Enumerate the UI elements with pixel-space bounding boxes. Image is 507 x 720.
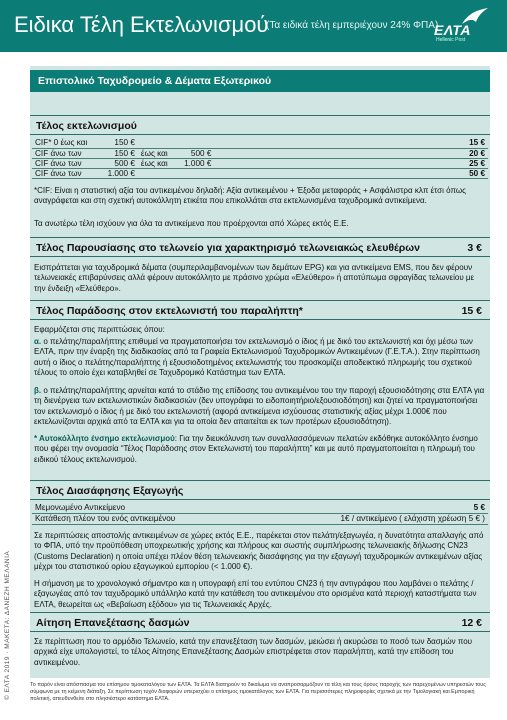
elta-logo <box>430 6 492 46</box>
export-fee-text-1: Σε περιπτώσεις αποστολής αντικειμένων σε χώρες εκτός Ε.Ε., παρέκεται στον πελάτη/εξαγωγέα, η δυνατότητα απαλλαγής από το ΦΠΑ, υπό την προϋπόθεση υποχρεωτικής χρήσης και πλήρους και σωστής συμπλήρωσης τελωνειακής δήλωσης CN23 (Customs Declaration) η οποία υπέχει πλέον θέση τελωνειακής διασάφησης για την εξαγωγή ταχυδρομικών αντικειμένων αξίας μέχρι του στατιστικού ορίου εξαγωγικού εμπορίου (< 1.000 €). <box>34 531 484 572</box>
fee-cell-amount: 15 € <box>214 138 488 148</box>
delivery-fee-case-b <box>34 386 486 428</box>
customs-fee-note-2: Τα ανωτέρω τέλη ισχύουν για όλα τα αντικείμενα που προέρχονται από Χώρες εκτός Ε.Ε. <box>34 219 349 228</box>
customs-fee-note-1: *CIF: Είναι η στατιστική αξία του αντικειμένου δηλαδή: Αξία αντικειμένου + Έξοδα μεταφοράς + Ασφάλιστρα κλπ έτσι όπως αναγράφεται και στη σχετική αυτοκόλλητη ετικέτα που επικολλάται στα εκτελωνισμένα ταχυδρομικά αντικείμενα. <box>34 186 466 206</box>
table-row <box>32 148 488 158</box>
case-b-text: ο πελάτης/παραλήπτης αρνείται κατά το στάδιο της επίδοσης του αντικειμένου του την παροχή εξουσιοδότησης στα ΕΛΤΑ για τη διενέργεια των εκτελωνιστικών διαδικασιών (δεν υπογράφει το ειδοποιητήριο/εξουσιοδότηση) και ζητεί να πραγματοποιήσει τον εκτελωνισμό ο ίδιος ή με δικό του εκτελωνιστή (αφορά αντικείμενα ισχύουσας στατιστικής αξίας μέχρι 1.000€ που εκτελωνίζονται αρχικά από τα ΕΛΤΑ και για τα οποία δεν απαιτείται εκ των προτέρων εξουσιοδότηση). <box>34 386 485 427</box>
fee-cell-b: 1.000 € <box>99 168 138 178</box>
fee-cell-a: CIF* 0 έως και <box>32 138 99 148</box>
fee-cell-amount: 25 € <box>214 158 488 168</box>
side-credit-text: © ΕΛΤΑ 2019 · ΜΑΚΕΤΑ: ΔΑΝΕΖΗ ΜΕΛΑΝΙΑ <box>4 550 11 700</box>
fee-cell-b: 500 € <box>99 158 138 168</box>
table-row <box>32 502 488 513</box>
page-title: Ειδικα Τέλη Εκτελωνισμού <box>14 12 269 37</box>
table-row <box>32 513 488 524</box>
export-row-label: Κατάθεση πλέον του ενός αντικειμένου <box>32 513 257 524</box>
customs-fee-heading <box>30 115 490 135</box>
fee-cell-c <box>138 138 176 148</box>
fee-cell-a: CIF άνω των <box>32 158 99 168</box>
delivery-fee-title: Τέλος Παράδοσης στον εκτελωνιστή του παραλήπτη* <box>36 305 303 317</box>
sticker-label: * Αυτοκόλλητο ένσημο εκτελωνισμού <box>34 434 175 443</box>
page-header <box>0 0 507 52</box>
delivery-fee-sticker-note <box>34 434 486 465</box>
side-credit <box>4 470 16 700</box>
fee-cell-c: έως και <box>138 158 176 168</box>
fee-cell-amount: 50 € <box>214 168 488 178</box>
fee-cell-c <box>138 168 176 178</box>
table-row <box>32 138 488 148</box>
presentation-fee-amount: 3 € <box>467 242 482 254</box>
fee-cell-d: 500 € <box>176 148 215 158</box>
fee-cell-c: έως και <box>138 148 176 158</box>
presentation-fee-text: Εισπράττεται για ταχυδρομικά δέματα (συμπεριλαμβανομένων των δεμάτων EPG) και για αντικείμενα EMS, που δεν φέρουν τελωνειακές επιβαρύνσεις αλλά φέρουν αυτοκόλλητο με πράσινο χρώμα «Ελεύθερο» ή αποτύπωμα σφραγίδας τελωνείου με την ένδειξη «Ελεύθερο». <box>34 263 475 293</box>
refund-fee-heading <box>30 612 490 632</box>
logo-subtext: Hellenic Post <box>436 37 466 43</box>
refund-fee-text: Σε περίπτωση που το αρμόδιο Τελωνείο, κατά την επανεξέταση των δασμών, μειώσει ή ακυρώσει το ποσό των δασμών που αρχικά είχε υπολογιστεί, το τέλος Αίτησης Επανεξέτασης Δασμών επιστρέφεται στον παραλήπτη, κατά την επίδοση του αντικειμένου. <box>34 637 473 667</box>
fee-cell-b: 150 € <box>99 148 138 158</box>
export-fee-text-2: Η σήμανση με το χρονολογικό σήμαντρο και η υπογραφή επί του εντύπου CN23 ή την αντιγράφου που λαμβάνει ο πελάτης / εξαγωγέας από τον ταχυδρομικό υπάλληλο κατά την κατάθεση του αντικειμένου στο ορισμένα κατά περιοχή καταστήματα των ΕΛΤΑ, θεωρείται ως «Βεβαίωση εξόδου» για τις Τελωνειακές Αρχές. <box>34 579 477 609</box>
delivery-fee-intro: Εφαρμόζεται στις περιπτώσεις όπου: <box>34 325 165 334</box>
fee-cell-b: 150 € <box>99 138 138 148</box>
export-row-label: Μεμονωμένο Αντικείμενο <box>32 502 257 513</box>
refund-fee-amount: 12 € <box>461 617 482 629</box>
table-row <box>32 168 488 178</box>
case-b-label: β. <box>34 386 42 395</box>
export-row-amount: 1€ / αντικείμενο ( ελάχιστη χρέωση 5 € ) <box>257 513 488 524</box>
fee-cell-d: 1.000 € <box>176 158 215 168</box>
export-fee-title: Τέλος Διασάφησης Εξαγωγής <box>36 485 184 497</box>
delivery-fee-amount: 15 € <box>461 305 482 317</box>
sticker-text: : Για την διευκόλυνση των συναλλασσόμενων πελατών εκδόθηκε αυτοκόλλητο ένσημο που φέρει την ονομασία “Τέλος Παράδοσης στον Εκτελωνιστή του παραλήπτη” και με αυτό πραγματοποιείται η πληρωμή του ειδικού τέλους εκτελωνισμού. <box>34 434 478 464</box>
export-fee-table <box>32 502 488 525</box>
export-fee-heading <box>30 480 490 500</box>
fee-cell-d <box>176 168 215 178</box>
customs-fee-table <box>32 138 488 179</box>
logo-text: ΕΛΤΑ <box>434 22 472 38</box>
presentation-fee-title: Τέλος Παρουσίασης στο τελωνείο για χαρακτηρισμό τελωνειακώς ελευθέρων <box>36 242 420 254</box>
page-subtitle: (Τα ειδικά τέλη εμπεριέχουν 24% ΦΠΑ) <box>266 20 439 31</box>
section-heading-main: Επιστολικό Ταχυδρομείο & Δέματα Εξωτερικού <box>30 70 490 92</box>
fee-cell-d <box>176 138 215 148</box>
fee-cell-a: CIF άνω των <box>32 148 99 158</box>
delivery-fee-case-a <box>34 337 486 379</box>
presentation-fee-heading <box>30 237 490 257</box>
footnote: Το παρόν είναι απόσπασμα του επίσημου τιμοκαταλόγου των ΕΛΤΑ. Τα ΕΛΤΑ διατηρούν το δικαίωμα να αναπροσαρμόζουν τα τέλη και τους όρους παροχής των παρεχομένων υπηρεσιών τους σύμφωνα με τη κείμενη διάταξη. Σε περίπτωση τυχόν διαφορών υπερισχύει ο επίσημος τιμοκατάλογος των ΕΛΤΑ. Για περισσότερες πληροφορίες σχετικά με την Τιμολογιακή και Εμπορική πολιτική, απευθυνθείτε στο πλησιέστερο κατάστημα ΕΛΤΑ. <box>30 682 486 702</box>
case-a-label: α. <box>34 337 42 346</box>
fee-cell-amount: 20 € <box>214 148 488 158</box>
customs-fee-title: Τέλος εκτελωνισμού <box>36 120 137 132</box>
case-a-text: ο πελάτης/παραλήπτης επιθυμεί να πραγματοποιήσει τον εκτελωνισμό ο ίδιος ή με δικό του εκτελωνιστή και όχι μέσω των ΕΛΤΑ, πριν την έναρξη της διαδικασίας από τα Γραφεία Εκτελωνισμού Ταχυδρομικών Αντικειμένων (Γ.Ε.Τ.Α.). Στην περίπτωση αυτή ο ίδιος ο πελάτης/παραλήπτης ή εξουσιοδοτημένος εκτελωνιστής του προσκομίζει αποδεικτικό πληρωμής του σχετικού τέλους το οποίο έχει καταβληθεί σε Ταχυδρομικό Κατάστημα των ΕΛΤΑ. <box>34 337 480 378</box>
table-row <box>32 158 488 168</box>
refund-fee-title: Αίτηση Επανεξέτασης δασμών <box>36 617 190 629</box>
fee-cell-a: CIF άνω των <box>32 168 99 178</box>
delivery-fee-heading <box>30 300 490 320</box>
export-row-amount: 5 € <box>257 502 488 513</box>
